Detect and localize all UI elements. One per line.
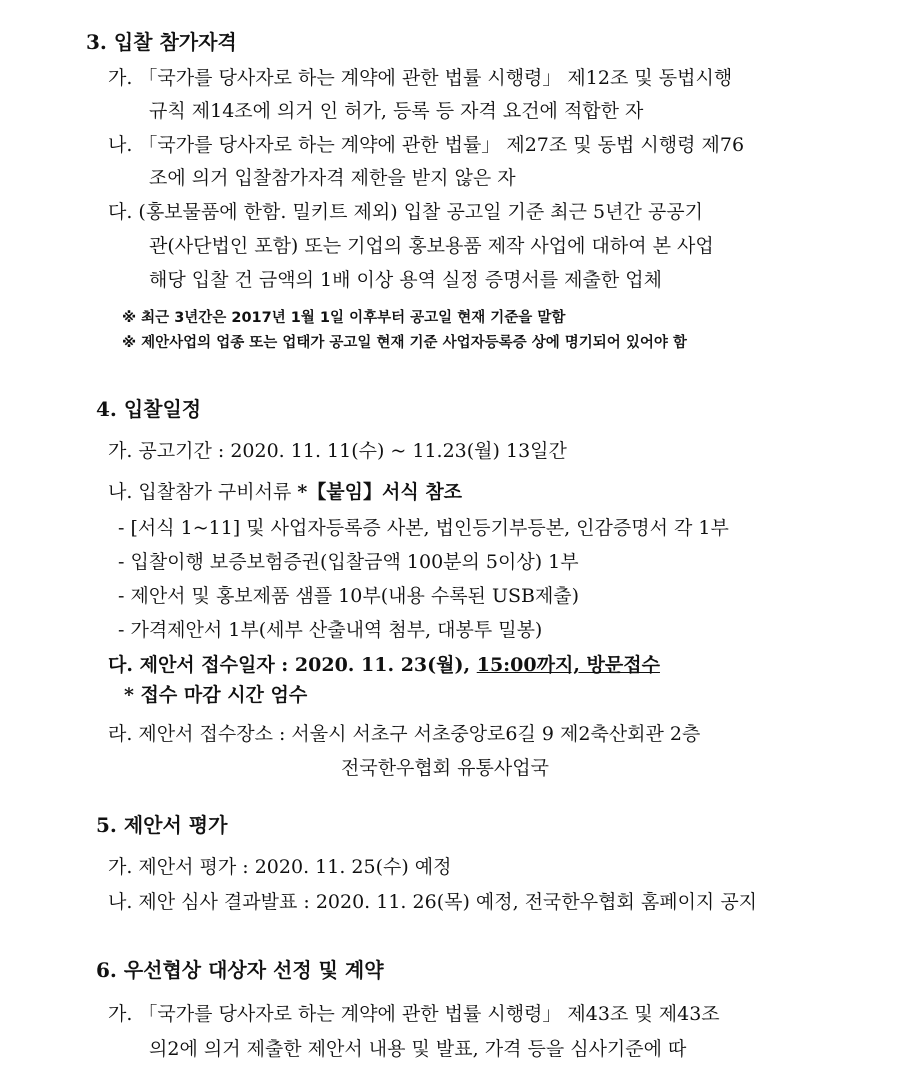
- sec4-doc-2: - 입찰이행 보증보험증권(입찰금액 100분의 5이상) 1부: [118, 551, 579, 573]
- sec4-item-c-label: 다. 제안서 접수일자 : 2020. 11. 23(월),: [108, 654, 477, 676]
- sec3-item-c-line2: 관(사단법인 포함) 또는 기업의 홍보용품 제작 사업에 대하여 본 사업: [149, 235, 714, 257]
- sec4-item-c-note: * 접수 마감 시간 엄수: [124, 684, 308, 706]
- sec6-item-a-line2: 의2에 의거 제출한 제안서 내용 및 발표, 가격 등을 심사기준에 따: [149, 1038, 687, 1060]
- section-3-heading: 3. 입찰 참가자격: [86, 30, 237, 54]
- section-4-heading: 4. 입찰일정: [96, 397, 202, 421]
- sec3-item-a-line1: 가. 「국가를 당사자로 하는 계약에 관한 법률 시행령」 제12조 및 동법시행: [108, 67, 733, 89]
- sec3-note-1: ※ 최근 3년간은 2017년 1월 1일 이후부터 공고일 현재 기준을 말함: [122, 310, 566, 326]
- sec5-item-a: 가. 제안서 평가 : 2020. 11. 25(수) 예정: [108, 856, 452, 878]
- section-6-heading: 6. 우선협상 대상자 선정 및 계약: [96, 958, 384, 982]
- sec4-item-a: 가. 공고기간 : 2020. 11. 11(수) ~ 11.23(월) 13일간: [108, 440, 567, 462]
- sec4-item-d-line1: 라. 제안서 접수장소 : 서울시 서초구 서초중앙로6길 9 제2축산회관 2층: [108, 723, 701, 745]
- sec3-item-c-line1: 다. (홍보물품에 한함. 밀키트 제외) 입찰 공고일 기준 최근 5년간 공공기: [108, 201, 703, 223]
- sec4-doc-4: - 가격제안서 1부(세부 산출내역 첨부, 대봉투 밀봉): [118, 619, 543, 641]
- section-5-heading: 5. 제안서 평가: [96, 813, 228, 837]
- sec3-item-b-line1: 나. 「국가를 당사자로 하는 계약에 관한 법률」 제27조 및 동법 시행령 제76: [108, 134, 745, 156]
- sec4-item-c-deadline: 15:00까지, 방문접수: [476, 654, 660, 676]
- sec4-item-b-reference: *【붙임】서식 참조: [297, 481, 463, 503]
- sec4-doc-1: - [서식 1~11] 및 사업자등록증 사본, 법인등기부등본, 인감증명서 각 1부: [118, 517, 729, 539]
- sec3-note-2: ※ 제안사업의 업종 또는 업태가 공고일 현재 기준 사업자등록증 상에 명기되어 있어야 함: [122, 335, 687, 351]
- sec6-item-a-line1: 가. 「국가를 당사자로 하는 계약에 관한 법률 시행령」 제43조 및 제43조: [108, 1003, 720, 1025]
- sec4-item-b: [108, 480, 462, 504]
- sec4-item-d-line2: 전국한우협회 유통사업국: [341, 757, 549, 779]
- sec5-item-b: 나. 제안 심사 결과발표 : 2020. 11. 26(목) 예정, 전국한우협회 홈페이지 공지: [108, 891, 758, 913]
- sec3-item-b-line2: 조에 의거 입찰참가자격 제한을 받지 않은 자: [149, 167, 516, 189]
- sec4-item-c: [108, 653, 660, 677]
- sec4-doc-3: - 제안서 및 홍보제품 샘플 10부(내용 수록된 USB제출): [118, 585, 580, 607]
- sec4-item-b-label: 나. 입찰참가 구비서류: [108, 481, 298, 503]
- sec3-item-c-line3: 해당 입찰 건 금액의 1배 이상 용역 실정 증명서를 제출한 업체: [149, 269, 662, 291]
- sec3-item-a-line2: 규칙 제14조에 의거 인 허가, 등록 등 자격 요건에 적합한 자: [149, 100, 644, 122]
